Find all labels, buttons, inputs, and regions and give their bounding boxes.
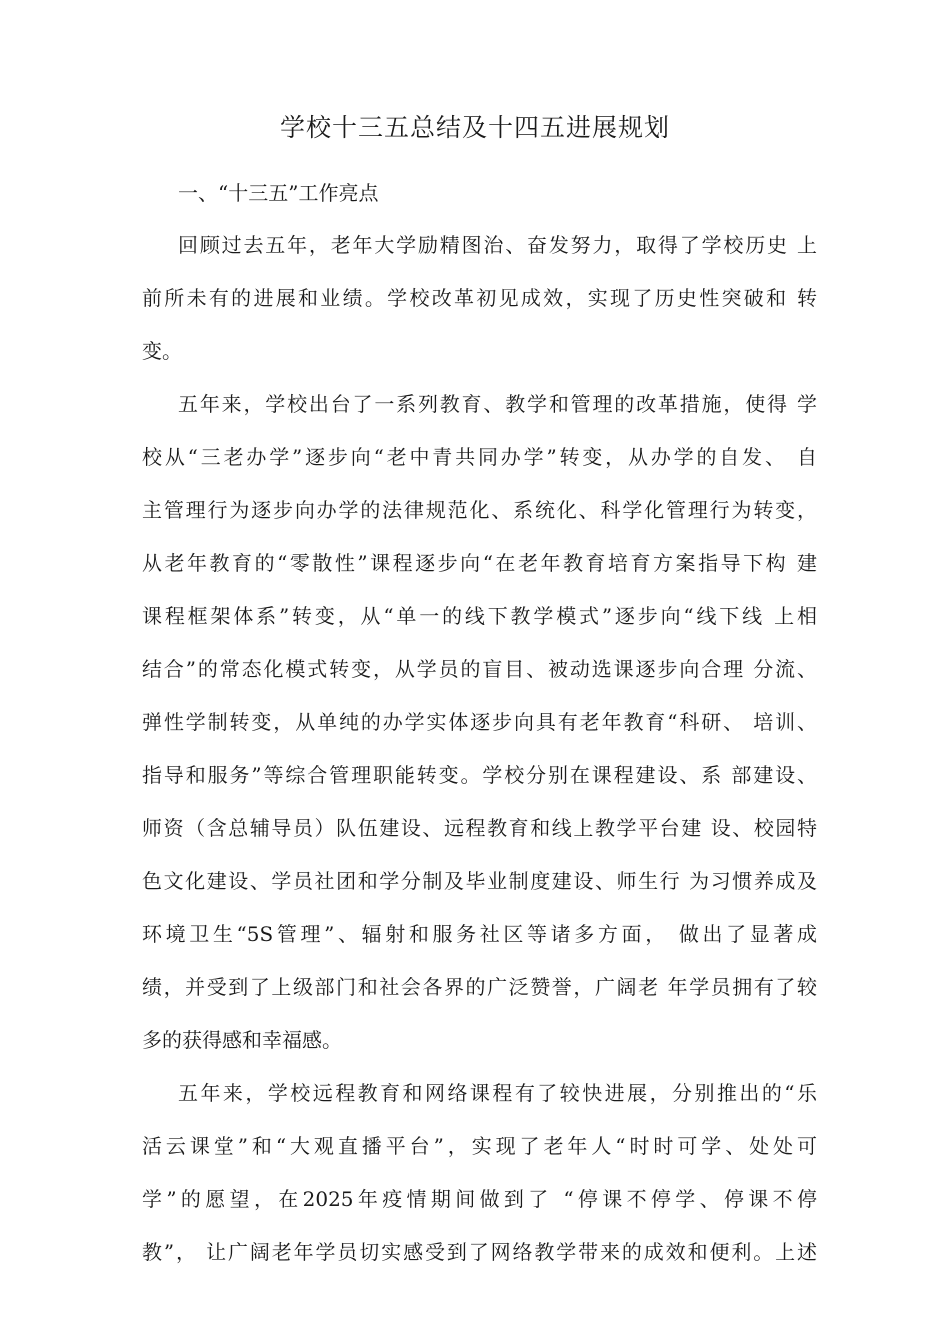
paragraph-line: 回顾过去五年，老年大学励精图治、奋发努力，取得了学校历史 上 xyxy=(178,233,817,257)
paragraph-line: 五年来，学校远程教育和网络课程有了较快进展，分别推出的“乐 xyxy=(178,1081,817,1105)
paragraph-line: 课程框架体系”转变，从“单一的线下教学模式”逐步向“线下线 上相 xyxy=(142,604,817,628)
section-heading: 一、“十三五”工作亮点 xyxy=(178,181,379,205)
paragraph-line: 变。 xyxy=(142,339,182,363)
paragraph-line: 绩，并受到了上级部门和社会各界的广泛赞誉，广阔老 年学员拥有了较 xyxy=(142,975,817,999)
paragraph-line: 主管理行为逐步向办学的法律规范化、系统化、科学化管理行为转变， xyxy=(142,498,817,522)
paragraph-line: 多的获得感和幸福感。 xyxy=(142,1028,342,1052)
document-title: 学校十三五总结及十四五进展规划 xyxy=(279,113,670,142)
paragraph-line: 活云课堂”和“大观直播平台”，实现了老年人“时时可学、处处可 xyxy=(142,1134,817,1158)
paragraph-line: 从老年教育的“零散性”课程逐步向“在老年教育培育方案指导下构 建 xyxy=(142,551,817,575)
paragraph-line: 前所未有的进展和业绩。学校改革初见成效，实现了历史性突破和 转 xyxy=(142,286,817,310)
paragraph-line: 结合”的常态化模式转变，从学员的盲目、被动选课逐步向合理 分流、 xyxy=(142,657,817,681)
paragraph-line: 师资（含总辅导员）队伍建设、远程教育和线上教学平台建 设、校园特 xyxy=(142,816,817,840)
paragraph-line: 环境卫生“5S管理”、辐射和服务社区等诸多方面， 做出了显著成 xyxy=(142,922,817,946)
paragraph-line: 弹性学制转变，从单纯的办学实体逐步向具有老年教育“科研、 培训、 xyxy=(142,710,817,734)
paragraph-line: 色文化建设、学员社团和学分制及毕业制度建设、师生行 为习惯养成及 xyxy=(142,869,817,893)
paragraph-line: 指导和服务”等综合管理职能转变。学校分别在课程建设、系 部建设、 xyxy=(142,763,817,787)
paragraph-line: 五年来，学校出台了一系列教育、教学和管理的改革措施，使得 学 xyxy=(178,392,817,416)
paragraph-line: 教”， 让广阔老年学员切实感受到了网络教学带来的成效和便利。上述 xyxy=(142,1240,817,1264)
paragraph-line: 学”的愿望，在2025年疫情期间做到了 “停课不停学、停课不停 xyxy=(142,1187,817,1211)
paragraph-line: 校从“三老办学”逐步向“老中青共同办学”转变，从办学的自发、 自 xyxy=(142,445,817,469)
